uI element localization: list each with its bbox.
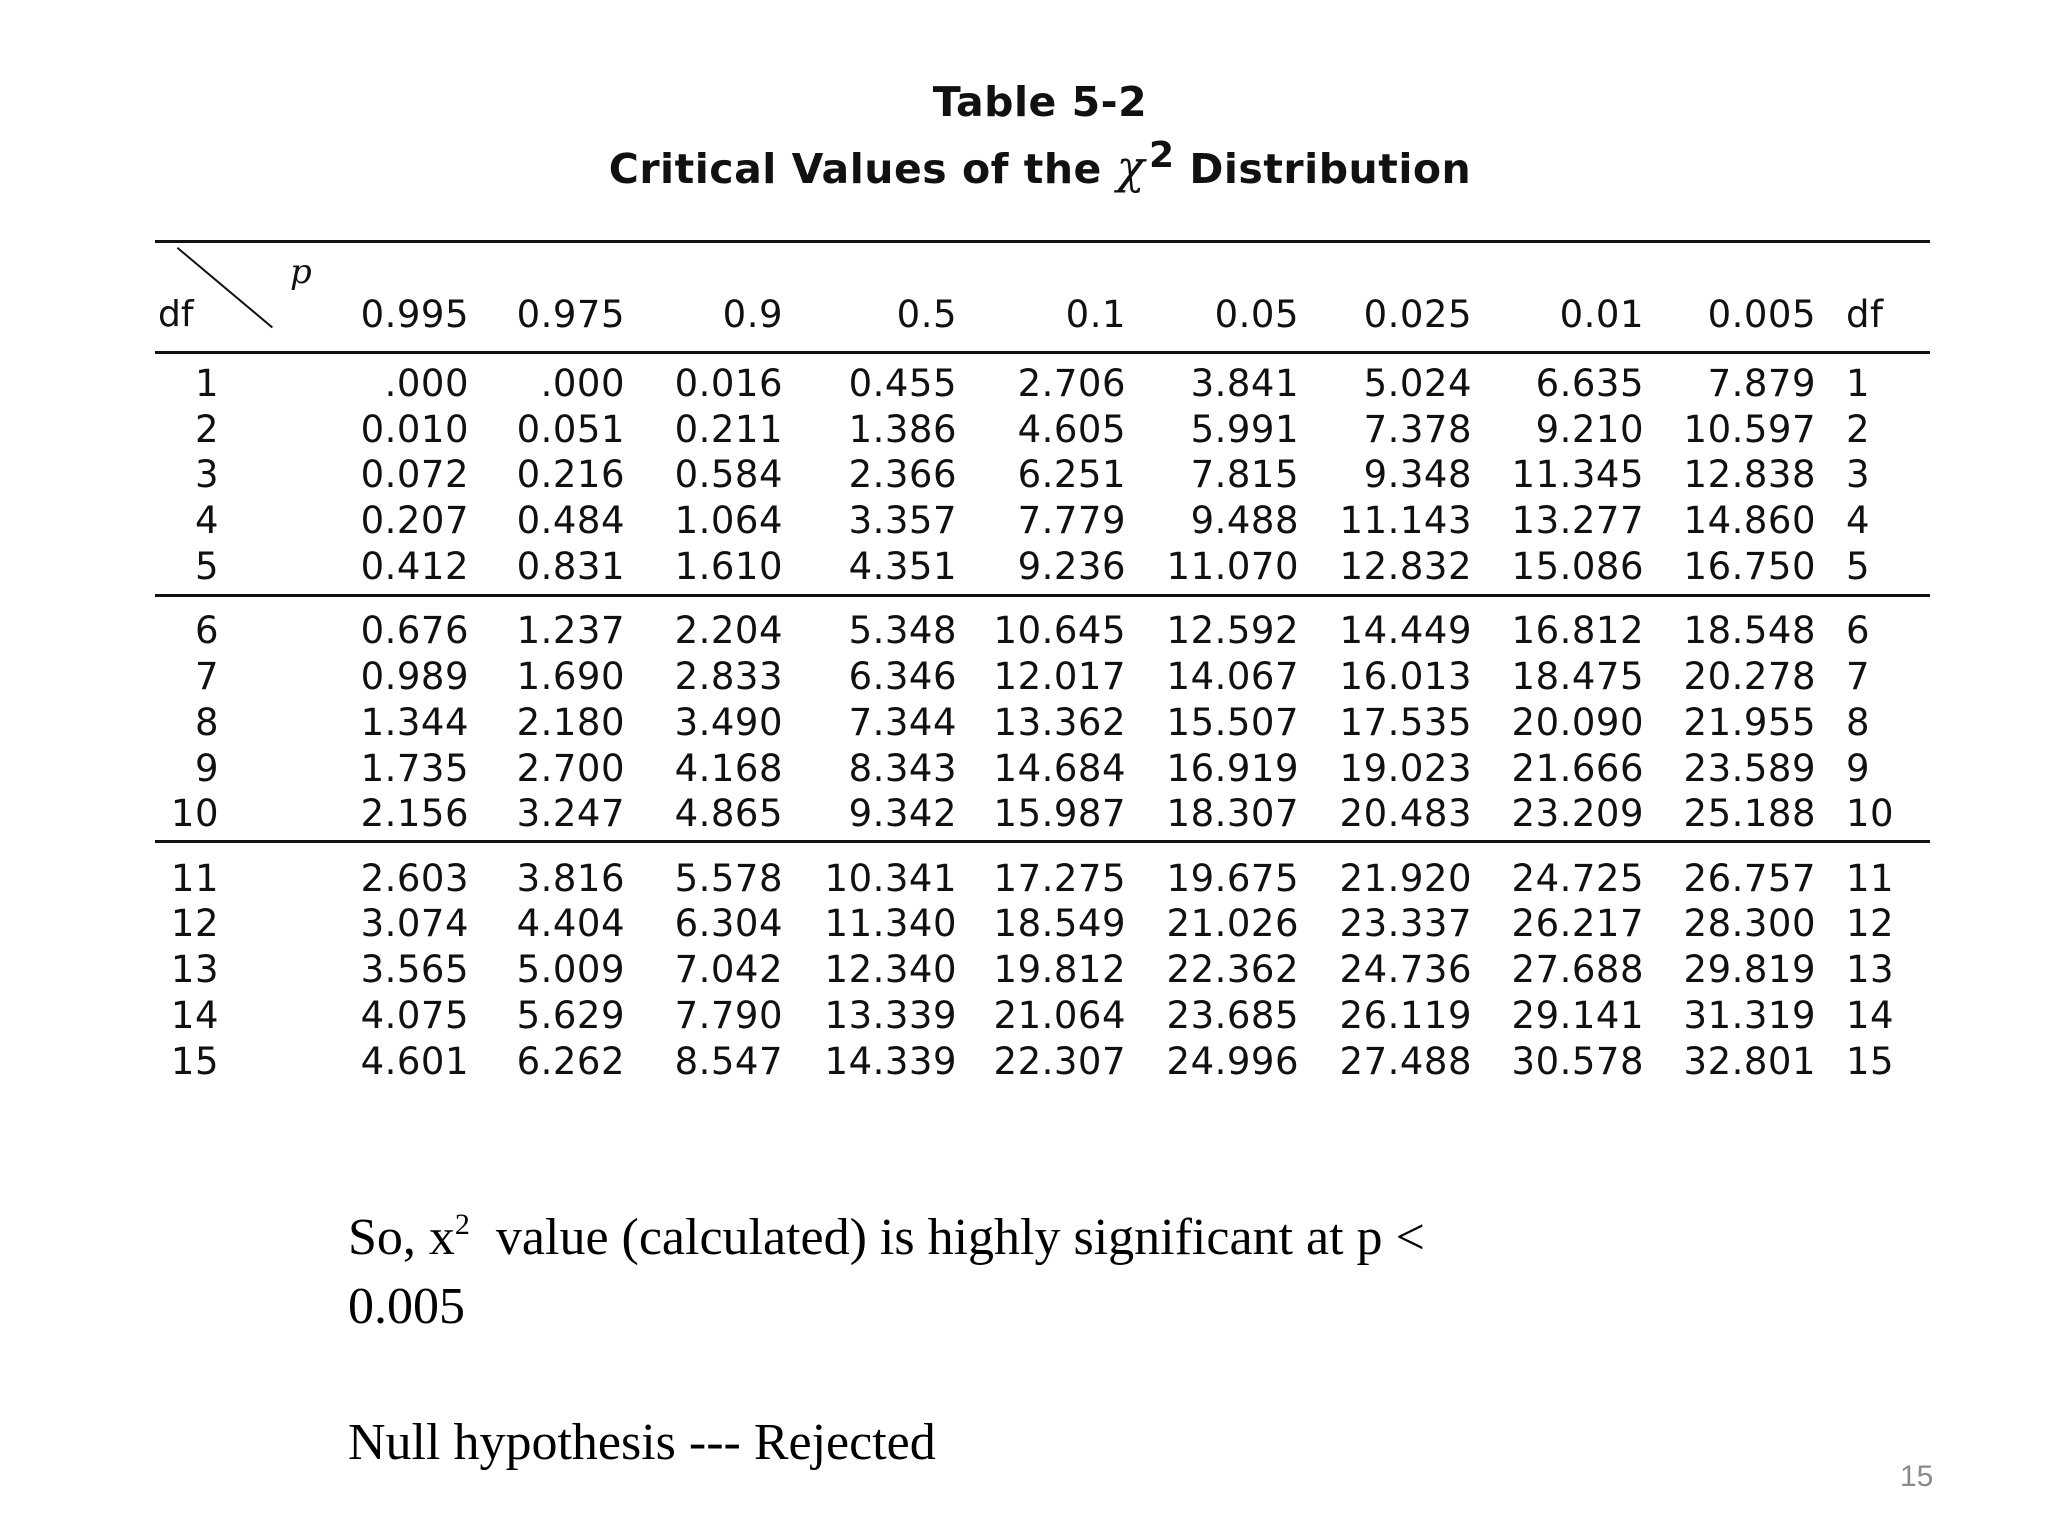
table-cell: 28.300: [1683, 902, 1816, 945]
table-cell: 12.832: [1339, 545, 1472, 588]
chi-superscript: 2: [1148, 135, 1175, 176]
row-df-label-right: 10: [1846, 792, 1895, 835]
table-cell: 0.216: [516, 453, 625, 496]
conclusion-line-1: [348, 1208, 1425, 1267]
table-cell: 23.337: [1339, 902, 1472, 945]
table-cell: 10.645: [993, 609, 1126, 652]
table-cell: 18.548: [1683, 609, 1816, 652]
row-df-label-right: 2: [1846, 408, 1871, 451]
table-cell: 0.207: [360, 499, 469, 542]
table-cell: 6.304: [674, 902, 783, 945]
table-cell: 2.603: [360, 857, 469, 900]
row-df-label: 2: [194, 408, 219, 451]
table-cell: 0.584: [674, 453, 783, 496]
table-cell: 9.348: [1363, 453, 1472, 496]
table-cell: 5.578: [674, 857, 783, 900]
table-cell: 19.812: [993, 948, 1126, 991]
row-df-label: 7: [194, 655, 219, 698]
table-cell: 0.412: [360, 545, 469, 588]
row-df-label-right: 6: [1846, 609, 1871, 652]
row-df-label: 14: [170, 994, 219, 1037]
table-cell: 4.075: [360, 994, 469, 1037]
table-cell: 4.168: [674, 747, 783, 790]
table-cell: 0.455: [848, 362, 957, 405]
table-cell: 5.348: [848, 609, 957, 652]
table-cell: 20.278: [1683, 655, 1816, 698]
table-cell: 8.343: [848, 747, 957, 790]
table-cell: 24.996: [1166, 1040, 1299, 1083]
table-cell: 12.838: [1683, 453, 1816, 496]
table-cell: 7.879: [1707, 362, 1816, 405]
table-cell: 17.535: [1339, 701, 1472, 744]
table-cell: 23.209: [1511, 792, 1644, 835]
row-df-label-right: 4: [1846, 499, 1871, 542]
table-cell: 21.666: [1511, 747, 1644, 790]
table-cell: 0.010: [360, 408, 469, 451]
table-cell: 22.307: [993, 1040, 1126, 1083]
table-cell: 0.051: [516, 408, 625, 451]
row-df-label: 9: [194, 747, 219, 790]
table-cell: 21.064: [993, 994, 1126, 1037]
table-cell: 4.404: [516, 902, 625, 945]
table-cell: .000: [384, 362, 469, 405]
table-cell: 14.860: [1683, 499, 1816, 542]
table-group-rule-2: [155, 840, 1930, 843]
column-header-p: 0.01: [1559, 293, 1644, 336]
row-df-label-right: 8: [1846, 701, 1871, 744]
row-df-label-right: 12: [1846, 902, 1895, 945]
table-cell: 18.475: [1511, 655, 1644, 698]
table-cell: 2.180: [516, 701, 625, 744]
row-df-label: 12: [170, 902, 219, 945]
table-cell: 11.070: [1166, 545, 1299, 588]
table-cell: 9.236: [1017, 545, 1126, 588]
table-cell: 18.549: [993, 902, 1126, 945]
table-cell: 14.449: [1339, 609, 1472, 652]
table-cell: 16.812: [1511, 609, 1644, 652]
row-df-label-right: 1: [1846, 362, 1871, 405]
conclusion-line-2: 0.005: [348, 1278, 465, 1335]
table-cell: 26.119: [1339, 994, 1472, 1037]
table-cell: 23.685: [1166, 994, 1299, 1037]
table-cell: 30.578: [1511, 1040, 1644, 1083]
table-cell: 2.204: [674, 609, 783, 652]
table-cell: 1.690: [516, 655, 625, 698]
table-cell: 1.386: [848, 408, 957, 451]
table-cell: 7.815: [1190, 453, 1299, 496]
table-cell: 14.339: [824, 1040, 957, 1083]
row-df-label: 4: [194, 499, 219, 542]
row-df-label-right: 9: [1846, 747, 1871, 790]
page-number: 15: [1900, 1460, 1934, 1493]
table-cell: 4.351: [848, 545, 957, 588]
table-cell: 14.684: [993, 747, 1126, 790]
table-cell: 7.779: [1017, 499, 1126, 542]
table-cell: 20.090: [1511, 701, 1644, 744]
table-cell: 11.345: [1511, 453, 1644, 496]
table-cell: 6.251: [1017, 453, 1126, 496]
row-df-label-right: 13: [1846, 948, 1895, 991]
row-df-label-right: 5: [1846, 545, 1871, 588]
table-cell: 15.086: [1511, 545, 1644, 588]
row-df-label-right: 7: [1846, 655, 1871, 698]
column-header-p: 0.05: [1214, 293, 1299, 336]
table-group-rule-1: [155, 594, 1930, 597]
column-header-p: 0.9: [722, 293, 783, 336]
table-cell: 3.565: [360, 948, 469, 991]
row-df-label: 10: [170, 792, 219, 835]
table-cell: 2.833: [674, 655, 783, 698]
column-header-p: 0.995: [360, 293, 469, 336]
table-cell: 3.841: [1190, 362, 1299, 405]
column-header-p: 0.005: [1707, 293, 1816, 336]
table-cell: 27.488: [1339, 1040, 1472, 1083]
table-cell: 3.490: [674, 701, 783, 744]
table-cell: 26.757: [1683, 857, 1816, 900]
column-header-p: 0.025: [1363, 293, 1472, 336]
table-cell: 10.597: [1683, 408, 1816, 451]
conclusion-suffix: value (calculated) is highly significant at p <: [469, 1209, 1425, 1266]
table-cell: 11.340: [824, 902, 957, 945]
table-cell: 27.688: [1511, 948, 1644, 991]
row-df-label: 1: [194, 362, 219, 405]
table-cell: 13.339: [824, 994, 957, 1037]
table-cell: 9.488: [1190, 499, 1299, 542]
table-top-rule: [155, 240, 1930, 243]
table-cell: 0.211: [674, 408, 783, 451]
table-cell: 1.610: [674, 545, 783, 588]
table-cell: 6.346: [848, 655, 957, 698]
table-cell: 4.865: [674, 792, 783, 835]
row-df-label: 15: [170, 1040, 219, 1083]
table-cell: 21.026: [1166, 902, 1299, 945]
table-cell: 18.307: [1166, 792, 1299, 835]
table-cell: 9.342: [848, 792, 957, 835]
table-cell: 24.736: [1339, 948, 1472, 991]
table-cell: 12.017: [993, 655, 1126, 698]
table-cell: .000: [540, 362, 625, 405]
chi-symbol: χ: [1116, 140, 1145, 194]
table-cell: 26.217: [1511, 902, 1644, 945]
table-cell: 20.483: [1339, 792, 1472, 835]
conclusion-superscript: 2: [454, 1208, 470, 1241]
row-df-label: 11: [170, 857, 219, 900]
table-cell: 7.378: [1363, 408, 1472, 451]
table-cell: 7.344: [848, 701, 957, 744]
table-cell: 25.188: [1683, 792, 1816, 835]
row-df-label: 3: [194, 453, 219, 496]
table-cell: 3.074: [360, 902, 469, 945]
table-cell: 0.676: [360, 609, 469, 652]
row-df-label-right: 15: [1846, 1040, 1895, 1083]
table-cell: 11.143: [1339, 499, 1472, 542]
table-cell: 15.507: [1166, 701, 1299, 744]
table-cell: 23.589: [1683, 747, 1816, 790]
table-cell: 7.042: [674, 948, 783, 991]
table-cell: 9.210: [1535, 408, 1644, 451]
table-cell: 0.989: [360, 655, 469, 698]
row-df-label: 6: [194, 609, 219, 652]
table-cell: 13.362: [993, 701, 1126, 744]
table-cell: 5.009: [516, 948, 625, 991]
table-cell: 21.920: [1339, 857, 1472, 900]
table-cell: 14.067: [1166, 655, 1299, 698]
column-header-p: 0.975: [516, 293, 625, 336]
table-cell: 6.262: [516, 1040, 625, 1083]
column-header-p: 0.5: [896, 293, 957, 336]
table-cell: 16.919: [1166, 747, 1299, 790]
table-subtitle: [0, 135, 2048, 194]
table-cell: 3.816: [516, 857, 625, 900]
table-cell: 7.790: [674, 994, 783, 1037]
table-cell: 12.592: [1166, 609, 1299, 652]
row-df-label: 13: [170, 948, 219, 991]
table-title: Table 5-2: [932, 78, 1148, 126]
table-cell: 1.064: [674, 499, 783, 542]
row-df-label-right: 14: [1846, 994, 1895, 1037]
table-cell: 32.801: [1683, 1040, 1816, 1083]
subtitle-prefix: Critical Values of the: [608, 145, 1102, 193]
column-header-df-right: df: [1846, 293, 1884, 336]
table-cell: 21.955: [1683, 701, 1816, 744]
table-cell: 13.277: [1511, 499, 1644, 542]
table-cell: 8.547: [674, 1040, 783, 1083]
column-header-p: 0.1: [1065, 293, 1126, 336]
table-cell: 1.237: [516, 609, 625, 652]
table-cell: 1.735: [360, 747, 469, 790]
null-hypothesis-result: Null hypothesis --- Rejected: [348, 1414, 936, 1471]
table-cell: 1.344: [360, 701, 469, 744]
table-cell: 17.275: [993, 857, 1126, 900]
table-cell: 19.023: [1339, 747, 1472, 790]
table-cell: 12.340: [824, 948, 957, 991]
table-cell: 4.605: [1017, 408, 1126, 451]
table-cell: 31.319: [1683, 994, 1816, 1037]
row-df-label-right: 11: [1846, 857, 1895, 900]
table-cell: 19.675: [1166, 857, 1299, 900]
row-df-label: 8: [194, 701, 219, 744]
table-cell: 0.072: [360, 453, 469, 496]
table-cell: 22.362: [1166, 948, 1299, 991]
corner-df-label: df: [158, 294, 194, 335]
table-cell: 2.366: [848, 453, 957, 496]
table-cell: 5.024: [1363, 362, 1472, 405]
table-cell: 16.013: [1339, 655, 1472, 698]
subtitle-suffix: Distribution: [1189, 145, 1472, 193]
table-cell: 2.706: [1017, 362, 1126, 405]
table-cell: 0.484: [516, 499, 625, 542]
table-cell: 5.991: [1190, 408, 1299, 451]
table-header-rule: [155, 351, 1930, 354]
table-cell: 2.156: [360, 792, 469, 835]
row-df-label-right: 3: [1846, 453, 1871, 496]
table-cell: 10.341: [824, 857, 957, 900]
conclusion-prefix: So, x: [348, 1209, 455, 1266]
table-cell: 2.700: [516, 747, 625, 790]
table-cell: 5.629: [516, 994, 625, 1037]
table-cell: 16.750: [1683, 545, 1816, 588]
row-df-label: 5: [194, 545, 219, 588]
table-cell: 3.247: [516, 792, 625, 835]
table-cell: 3.357: [848, 499, 957, 542]
corner-p-label: p: [290, 252, 312, 292]
table-cell: 0.016: [674, 362, 783, 405]
table-cell: 29.819: [1683, 948, 1816, 991]
table-cell: 29.141: [1511, 994, 1644, 1037]
table-cell: 0.831: [516, 545, 625, 588]
table-cell: 24.725: [1511, 857, 1644, 900]
table-cell: 15.987: [993, 792, 1126, 835]
table-cell: 4.601: [360, 1040, 469, 1083]
table-cell: 6.635: [1535, 362, 1644, 405]
